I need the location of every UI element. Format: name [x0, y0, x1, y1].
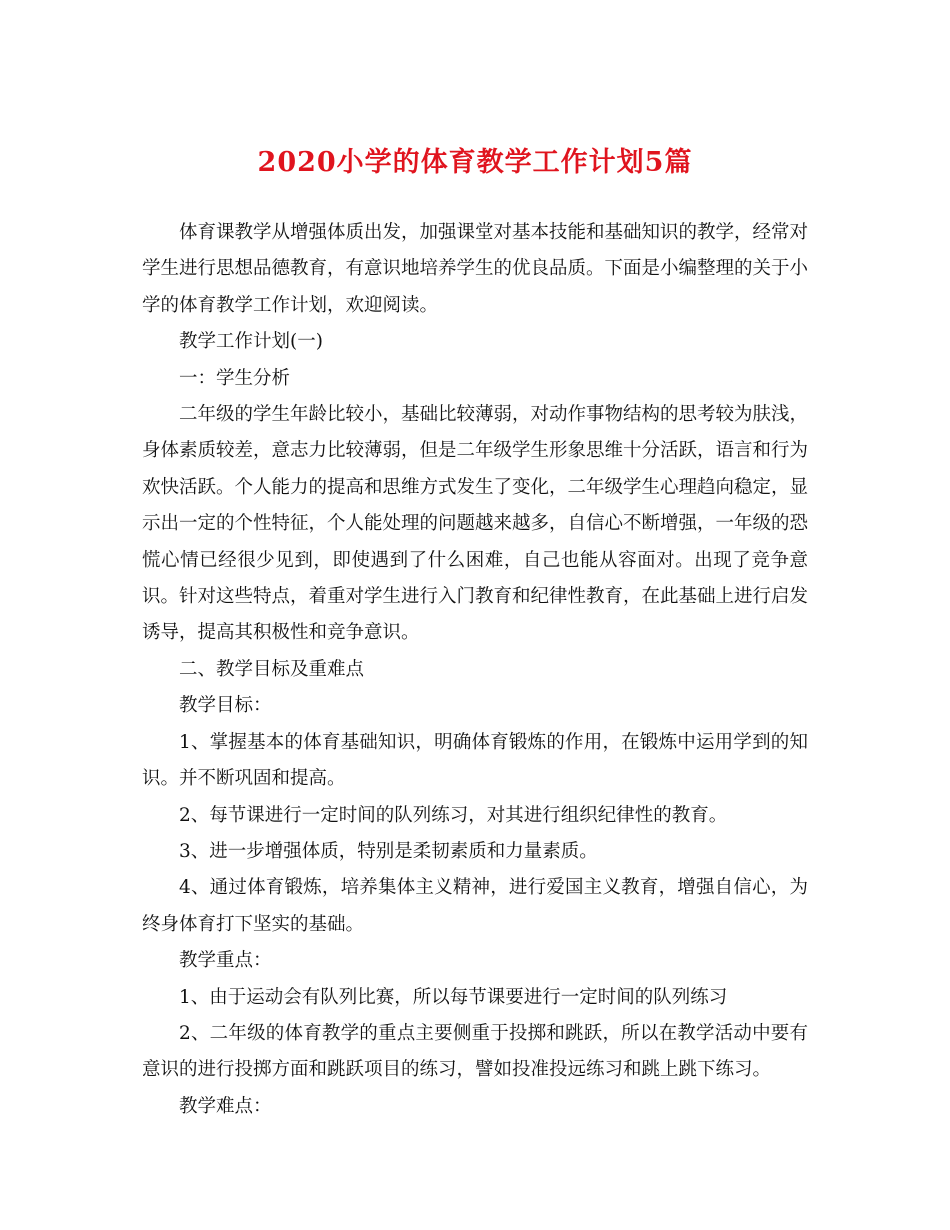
document-body	[142, 215, 808, 1125]
list-item-goal-3: 3、进一步增强体质，特别是柔韧素质和力量素质。	[179, 840, 598, 862]
list-item-goal-4: 4、通过体育锻炼，培养集体主义精神，进行爱国主义教育，增强自信心，为终身体育打下坚实的基础。	[142, 877, 808, 935]
list-item-goal-2: 2、每节课进行一定时间的队列练习，对其进行组织纪律性的教育。	[179, 804, 728, 826]
subheading-difficulties: 教学难点：	[179, 1095, 272, 1117]
list-item-goal-1: 1、掌握基本的体育基础知识，明确体育锻炼的作用，在锻炼中运用学到的知识。并不断巩固和提高。	[142, 731, 808, 790]
document-title: 2020小学的体育教学工作计划5篇	[257, 147, 693, 178]
paragraph-intro: 体育课教学从增强体质出发，加强课堂对基本技能和基础知识的教学，经常对学生进行思想品德教育，有意识地培养学生的优良品质。下面是小编整理的关于小学的体育教学工作计划，欢迎阅读。	[142, 222, 809, 316]
subheading-teaching-goals: 教学目标：	[179, 695, 272, 717]
list-item-key-point-1: 1、由于运动会有队列比赛，所以每节课要进行一定时间的队列练习	[179, 986, 728, 1008]
section-heading-student-analysis: 一：学生分析	[179, 367, 291, 389]
paragraph-student-analysis: 二年级的学生年龄比较小，基础比较薄弱，对动作事物结构的思考较为肤浅，身体素质较差，意志力比较薄弱，但是二年级学生形象思维十分活跃，语言和行为欢快活跃。个人能力的提高和思维方式发生了变化，二年级学生心理趋向稳定，显示出一定的个性特征，个人能处理的问题越来越多，自信心不断增强，一年级的恐慌心情已经很少见到，即使遇到了什么困难，自己也能从容面对。出现了竞争意识。针对这些特点，着重对学生进行入门教育和纪律性教育，在此基础上进行启发诱导，提高其积极性和竞争意识。	[142, 404, 809, 644]
list-item-key-point-2: 2、二年级的体育教学的重点主要侧重于投掷和跳跃，所以在教学活动中要有意识的进行投掷方面和跳跃项目的练习，譬如投准投远练习和跳上跳下练习。	[142, 1022, 808, 1081]
subheading-key-points: 教学重点：	[179, 950, 272, 972]
section-heading-goals: 二、教学目标及重难点	[179, 658, 365, 680]
section-heading-plan-1: 教学工作计划(一)	[179, 331, 323, 353]
